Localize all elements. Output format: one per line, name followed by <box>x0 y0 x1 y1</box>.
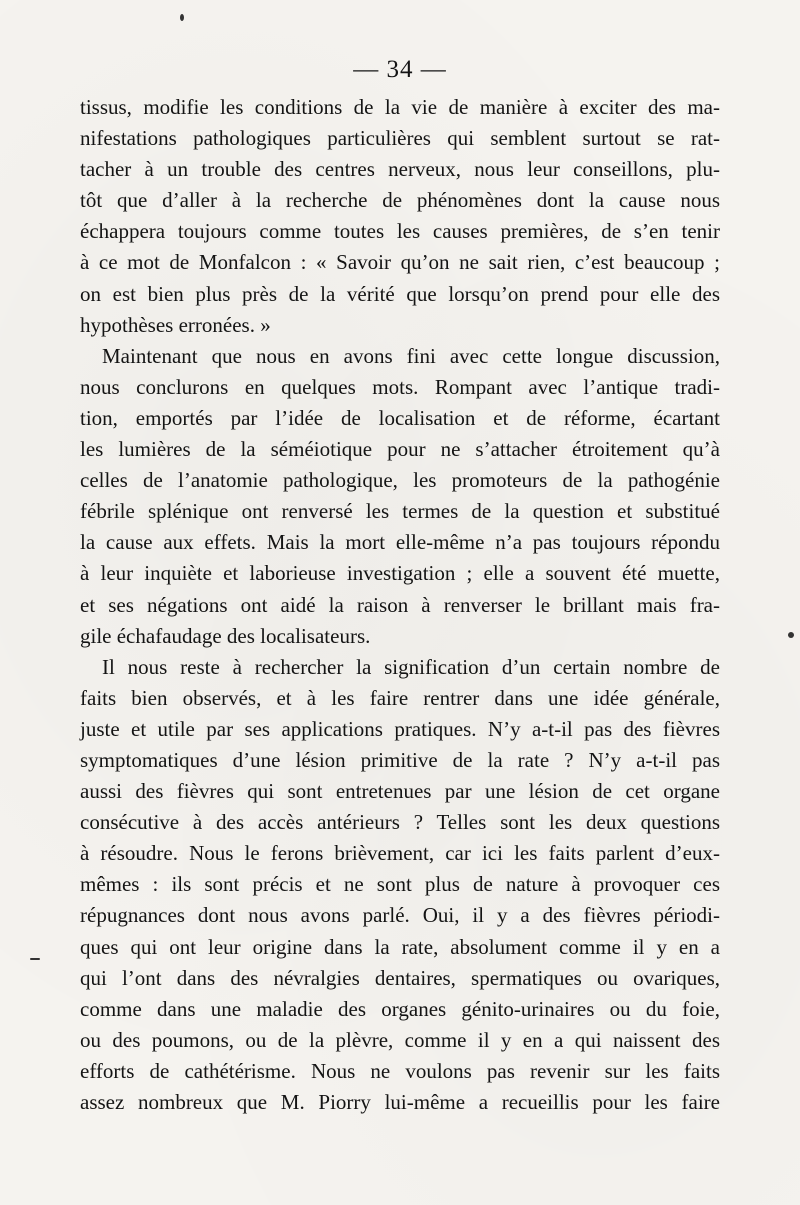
text-line: à résoudre. Nous le ferons brièvement, car ici les faits parlent d’eux- <box>80 841 720 866</box>
text-line: à leur inquiète et laborieuse investigation ; elle a souvent été muette, <box>80 561 720 586</box>
text-line: mêmes : ils sont précis et ne sont plus de nature à provoquer ces <box>80 872 720 897</box>
text-line: Maintenant que nous en avons fini avec cette longue discussion, <box>102 343 720 368</box>
text-line: symptomatiques d’une lésion primitive de la rate ? N’y a-t-il pas <box>80 747 720 772</box>
text-line: échappera toujours comme toutes les causes premières, de s’en tenir <box>80 219 720 244</box>
text-line: répugnances dont nous avons parlé. Oui, il y a des fièvres périodi- <box>80 903 720 928</box>
text-line: ques qui ont leur origine dans la rate, absolument comme il y en a <box>80 934 720 959</box>
text-line: gile échafaudage des localisateurs. <box>80 623 371 648</box>
text-line: celles de l’anatomie pathologique, les promoteurs de la pathogénie <box>80 468 720 493</box>
text-line: efforts de cathétérisme. Nous ne voulons pas revenir sur les faits <box>80 1058 720 1083</box>
paragraph-2 <box>80 341 720 652</box>
text-line: nous conclurons en quelques mots. Rompant avec l’antique tradi- <box>80 374 720 399</box>
text-line: on est bien plus près de la vérité que lorsqu’on prend pour elle des <box>80 281 720 306</box>
text-line: juste et utile par ses applications pratiques. N’y a-t-il pas des fièvres <box>80 716 720 741</box>
text-line: aussi des fièvres qui sont entretenues par une lésion de cet organe <box>80 779 720 804</box>
paragraph-1 <box>80 92 720 341</box>
text-line: tissus, modifie les conditions de la vie de manière à exciter des ma- <box>80 95 720 119</box>
scan-speck <box>788 632 794 638</box>
text-line: hypothèses erronées. » <box>80 312 271 337</box>
text-line: à ce mot de Monfalcon : « Savoir qu’on ne sait rien, c’est beaucoup ; <box>80 250 720 275</box>
text-line: assez nombreux que M. Piorry lui-même a recueillis pour les faire <box>80 1090 720 1114</box>
text-line: comme dans une maladie des organes génito-urinaires ou du foie, <box>80 996 720 1021</box>
scan-speck <box>30 958 40 960</box>
text-line: Il nous reste à rechercher la signification d’un certain nombre de <box>102 654 720 679</box>
text-line: nifestations pathologiques particulières qui semblent surtout se rat- <box>80 126 720 151</box>
page-number: — 34 — <box>353 56 447 83</box>
text-line: faits bien observés, et à les faire rentrer dans une idée générale, <box>80 685 720 710</box>
text-line: ou des poumons, ou de la plèvre, comme il y en a qui naissent des <box>80 1027 720 1052</box>
paragraph-3 <box>80 652 720 1118</box>
scan-speck <box>180 14 184 21</box>
text-line: tôt que d’aller à la recherche de phénomènes dont la cause nous <box>80 188 720 213</box>
text-line: tion, emportés par l’idée de localisation et de réforme, écartant <box>80 405 720 430</box>
text-line: qui l’ont dans des névralgies dentaires, spermatiques ou ovariques, <box>80 965 720 990</box>
text-line: la cause aux effets. Mais la mort elle-même n’a pas toujours répondu <box>80 530 720 555</box>
text-line: fébrile splénique ont renversé les termes de la question et substitué <box>80 499 720 524</box>
body-text <box>80 92 720 1118</box>
text-line: et ses négations ont aidé la raison à renverser le brillant mais fra- <box>80 592 720 617</box>
text-line: les lumières de la séméiotique pour ne s’attacher étroitement qu’à <box>80 437 720 462</box>
text-line: tacher à un trouble des centres nerveux, nous leur conseillons, plu- <box>80 157 720 182</box>
text-line: consécutive à des accès antérieurs ? Telles sont les deux questions <box>80 810 720 835</box>
